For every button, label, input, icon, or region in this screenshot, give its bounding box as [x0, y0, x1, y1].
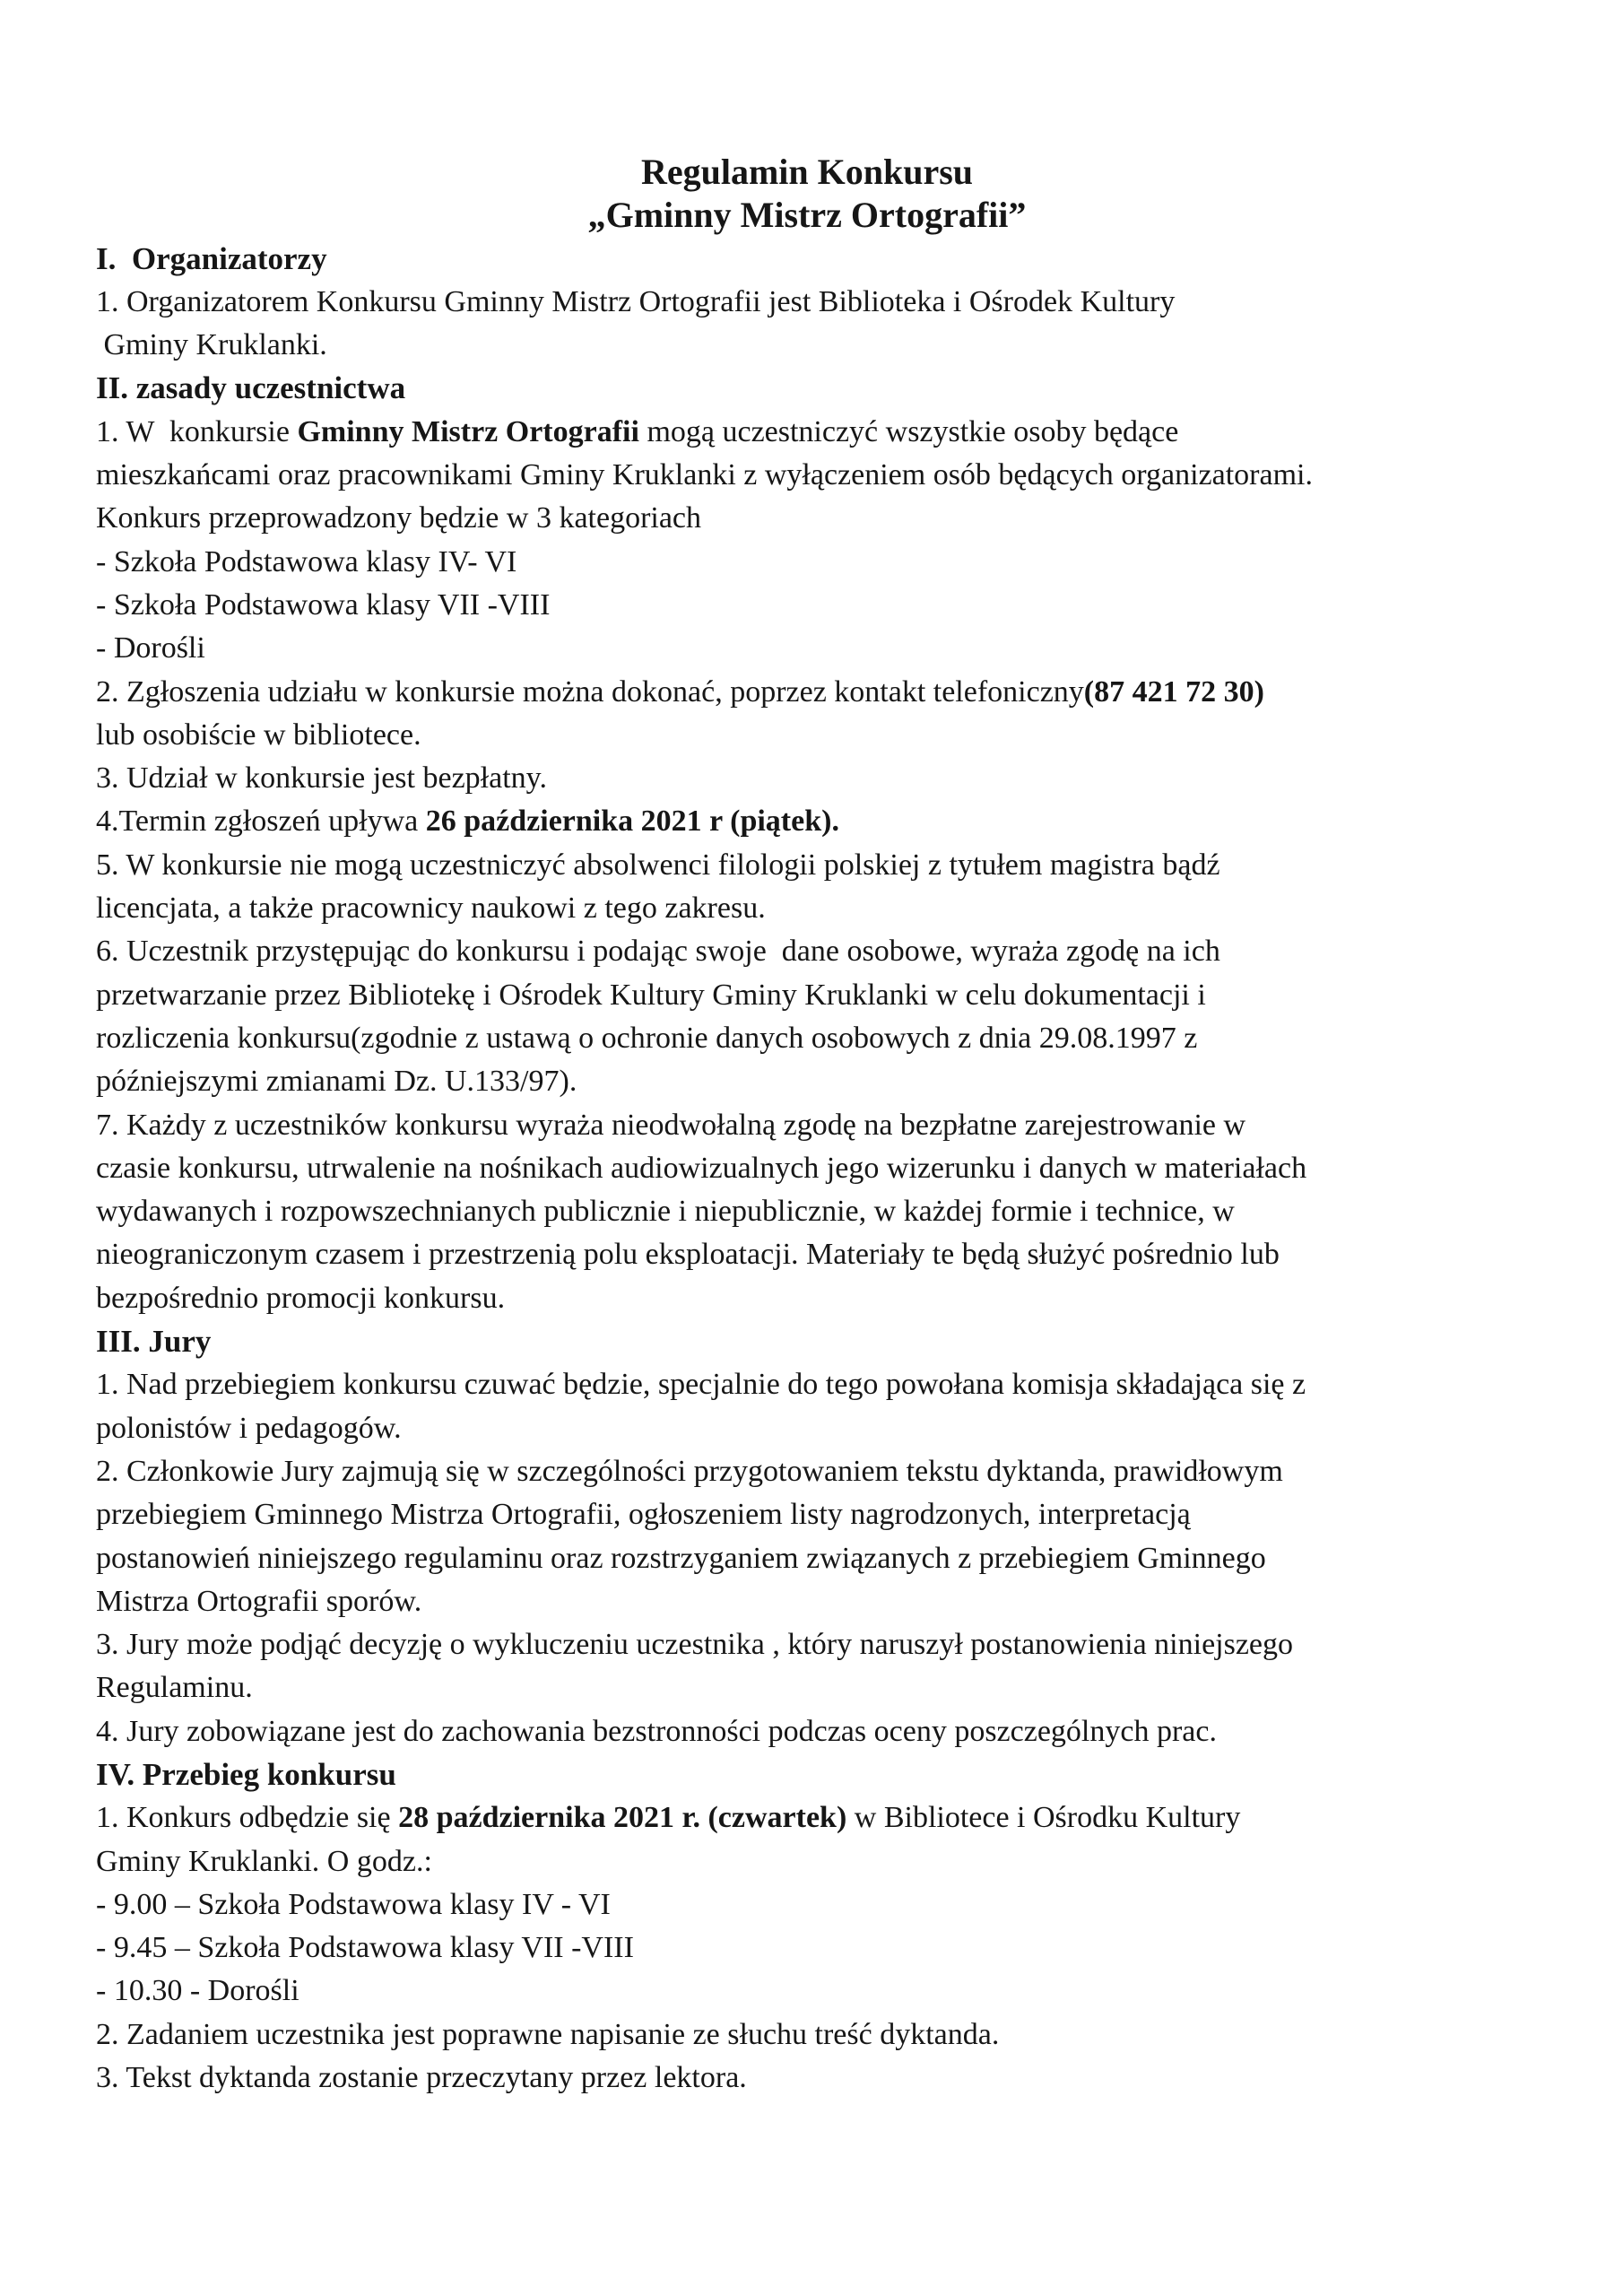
document-title-line — [96, 194, 1518, 237]
text-segment: 5. W konkursie nie mogą uczestniczyć absolwenci filologii polskiej z tytułem magistra bądź — [96, 848, 1220, 882]
bold-text-segment: III. Jury — [96, 1324, 212, 1360]
document-body — [96, 151, 1518, 2100]
text-segment: - 10.30 - Dorośli — [96, 1974, 299, 2008]
document-line — [96, 1537, 1518, 1580]
bold-text-segment: I. Organizatorzy — [96, 240, 327, 276]
text-segment: nieograniczonym czasem i przestrzenią polu eksploatacji. Materiały te będą służyć pośrednio lub — [96, 1238, 1280, 1272]
document-line — [96, 1840, 1518, 1883]
document-line — [96, 1666, 1518, 1709]
section-heading — [96, 367, 1518, 410]
text-segment: przebiegiem Gminnego Mistrza Ortografii, ogłoszeniem listy nagrodzonych, interpretacją — [96, 1498, 1191, 1532]
document-line — [96, 324, 1518, 367]
document-line — [96, 454, 1518, 497]
text-segment: wydawanych i rozpowszechnianych publicznie i niepublicznie, w każdej formie i technice, w — [96, 1195, 1235, 1229]
document-line — [96, 844, 1518, 887]
document-line — [96, 1277, 1518, 1320]
text-segment: Gminy Kruklanki. O godz.: — [96, 1844, 432, 1878]
document-line — [96, 1233, 1518, 1276]
text-segment: - Dorośli — [96, 631, 205, 665]
document-title-line — [96, 151, 1518, 194]
document-line — [96, 1883, 1518, 1926]
text-segment: Regulaminu. — [96, 1671, 253, 1705]
text-segment: 7. Każdy z uczestników konkursu wyraża nieodwołalną zgodę na bezpłatne zarejestrowanie w — [96, 1108, 1246, 1142]
text-segment: licencjata, a także pracownicy naukowi z tego zakresu. — [96, 891, 766, 926]
text-segment: 2. Zadaniem uczestnika jest poprawne napisanie ze słuchu treść dyktanda. — [96, 2017, 1000, 2051]
document-line — [96, 974, 1518, 1017]
document-line — [96, 411, 1518, 454]
text-segment: 1. W konkursie — [96, 414, 298, 448]
text-segment: 2. Zgłoszenia udziału w konkursie można dokonać, poprzez kontakt telefoniczny — [96, 674, 1084, 709]
bold-text-segment: II. zasady uczestnictwa — [96, 370, 406, 406]
document-line — [96, 281, 1518, 324]
document-line — [96, 887, 1518, 930]
bold-text-segment: 26 października 2021 r (piątek). — [425, 804, 839, 839]
text-segment: Konkurs przeprowadzony będzie w 3 kategoriach — [96, 501, 702, 535]
text-segment: przetwarzanie przez Bibliotekę i Ośrodek Kultury Gminy Kruklanki w celu dokumentacji i — [96, 978, 1206, 1012]
document-line — [96, 1104, 1518, 1147]
text-segment: 3. Udział w konkursie jest bezpłatny. — [96, 761, 547, 796]
text-segment: rozliczenia konkursu(zgodnie z ustawą o ochronie danych osobowych z dnia 29.08.1997 z — [96, 1021, 1198, 1055]
bold-text-segment: „Gminny Mistrz Ortografii” — [587, 195, 1027, 236]
text-segment: postanowień niniejszego regulaminu oraz rozstrzyganiem związanych z przebiegiem Gminnego — [96, 1541, 1266, 1575]
text-segment: 1. Konkurs odbędzie się — [96, 1801, 399, 1835]
document-line — [96, 1623, 1518, 1666]
document-line — [96, 671, 1518, 714]
text-segment: mogą uczestniczyć wszystkie osoby będące — [638, 414, 1179, 448]
text-segment: bezpośrednio promocji konkursu. — [96, 1281, 506, 1315]
text-segment: polonistów i pedagogów. — [96, 1411, 402, 1445]
text-segment: Gminy Kruklanki. — [96, 328, 327, 362]
text-segment: - 9.45 – Szkoła Podstawowa klasy VII -VIII — [96, 1931, 634, 1965]
bold-text-segment: Regulamin Konkursu — [640, 152, 974, 192]
text-segment: 3. Tekst dyktanda zostanie przeczytany przez lektora. — [96, 2061, 747, 2095]
section-heading — [96, 238, 1518, 281]
document-line — [96, 1450, 1518, 1493]
text-segment: w Bibliotece i Ośrodku Kultury — [846, 1801, 1241, 1835]
document-line — [96, 1710, 1518, 1753]
document-line — [96, 2057, 1518, 2100]
document-line — [96, 1363, 1518, 1406]
document-line — [96, 1970, 1518, 2013]
text-segment: 3. Jury może podjąć decyzję o wykluczeniu uczestnika , który naruszył postanowienia niniejszego — [96, 1628, 1294, 1662]
text-segment: - Szkoła Podstawowa klasy VII -VIII — [96, 587, 551, 622]
document-line — [96, 541, 1518, 584]
text-segment: mieszkańcami oraz pracownikami Gminy Kruklanki z wyłączeniem osób będących organizatorami. — [96, 458, 1313, 492]
bold-text-segment: (87 421 72 30) — [1083, 674, 1264, 709]
document-line — [96, 930, 1518, 973]
document-line — [96, 1796, 1518, 1839]
text-segment: - Szkoła Podstawowa klasy IV- VI — [96, 544, 517, 578]
text-segment: lub osobiście w bibliotece. — [96, 718, 421, 752]
document-line — [96, 1190, 1518, 1233]
document-line — [96, 1580, 1518, 1623]
section-heading — [96, 1320, 1518, 1363]
text-segment: - 9.00 – Szkoła Podstawowa klasy IV - VI — [96, 1887, 611, 1921]
document-line — [96, 497, 1518, 540]
text-segment: 6. Uczestnik przystępując do konkursu i podając swoje dane osobowe, wyraża zgodę na ich — [96, 935, 1220, 969]
document-line — [96, 1407, 1518, 1450]
document-line — [96, 2013, 1518, 2057]
section-heading — [96, 1753, 1518, 1796]
text-segment: 1. Organizatorem Konkursu Gminny Mistrz Ortografii jest Biblioteka i Ośrodek Kultury — [96, 284, 1176, 318]
text-segment: późniejszymi zmianami Dz. U.133/97). — [96, 1065, 577, 1099]
text-segment: czasie konkursu, utrwalenie na nośnikach audiowizualnych jego wizerunku i danych w materiałach — [96, 1151, 1307, 1185]
text-segment: 4. Jury zobowiązane jest do zachowania bezstronności podczas oceny poszczególnych prac. — [96, 1714, 1217, 1748]
document-line — [96, 1017, 1518, 1060]
document-line — [96, 800, 1518, 843]
text-segment: 4.Termin zgłoszeń upływa — [96, 804, 426, 839]
text-segment: 1. Nad przebiegiem konkursu czuwać będzie, specjalnie do tego powołana komisja składająca się z — [96, 1368, 1306, 1402]
document-line — [96, 757, 1518, 800]
document-line — [96, 1926, 1518, 1970]
document-line — [96, 627, 1518, 670]
document-line — [96, 1060, 1518, 1103]
bold-text-segment: IV. Przebieg konkursu — [96, 1756, 396, 1792]
document-line — [96, 584, 1518, 627]
text-segment: Mistrza Ortografii sporów. — [96, 1584, 422, 1618]
document-line — [96, 1147, 1518, 1190]
text-segment: 2. Członkowie Jury zajmują się w szczególności przygotowaniem tekstu dyktanda, prawidłowym — [96, 1454, 1283, 1488]
document-line — [96, 1493, 1518, 1536]
bold-text-segment: 28 października 2021 r. (czwartek) — [398, 1801, 847, 1835]
bold-text-segment: Gminny Mistrz Ortografii — [297, 414, 639, 448]
document-line — [96, 714, 1518, 757]
